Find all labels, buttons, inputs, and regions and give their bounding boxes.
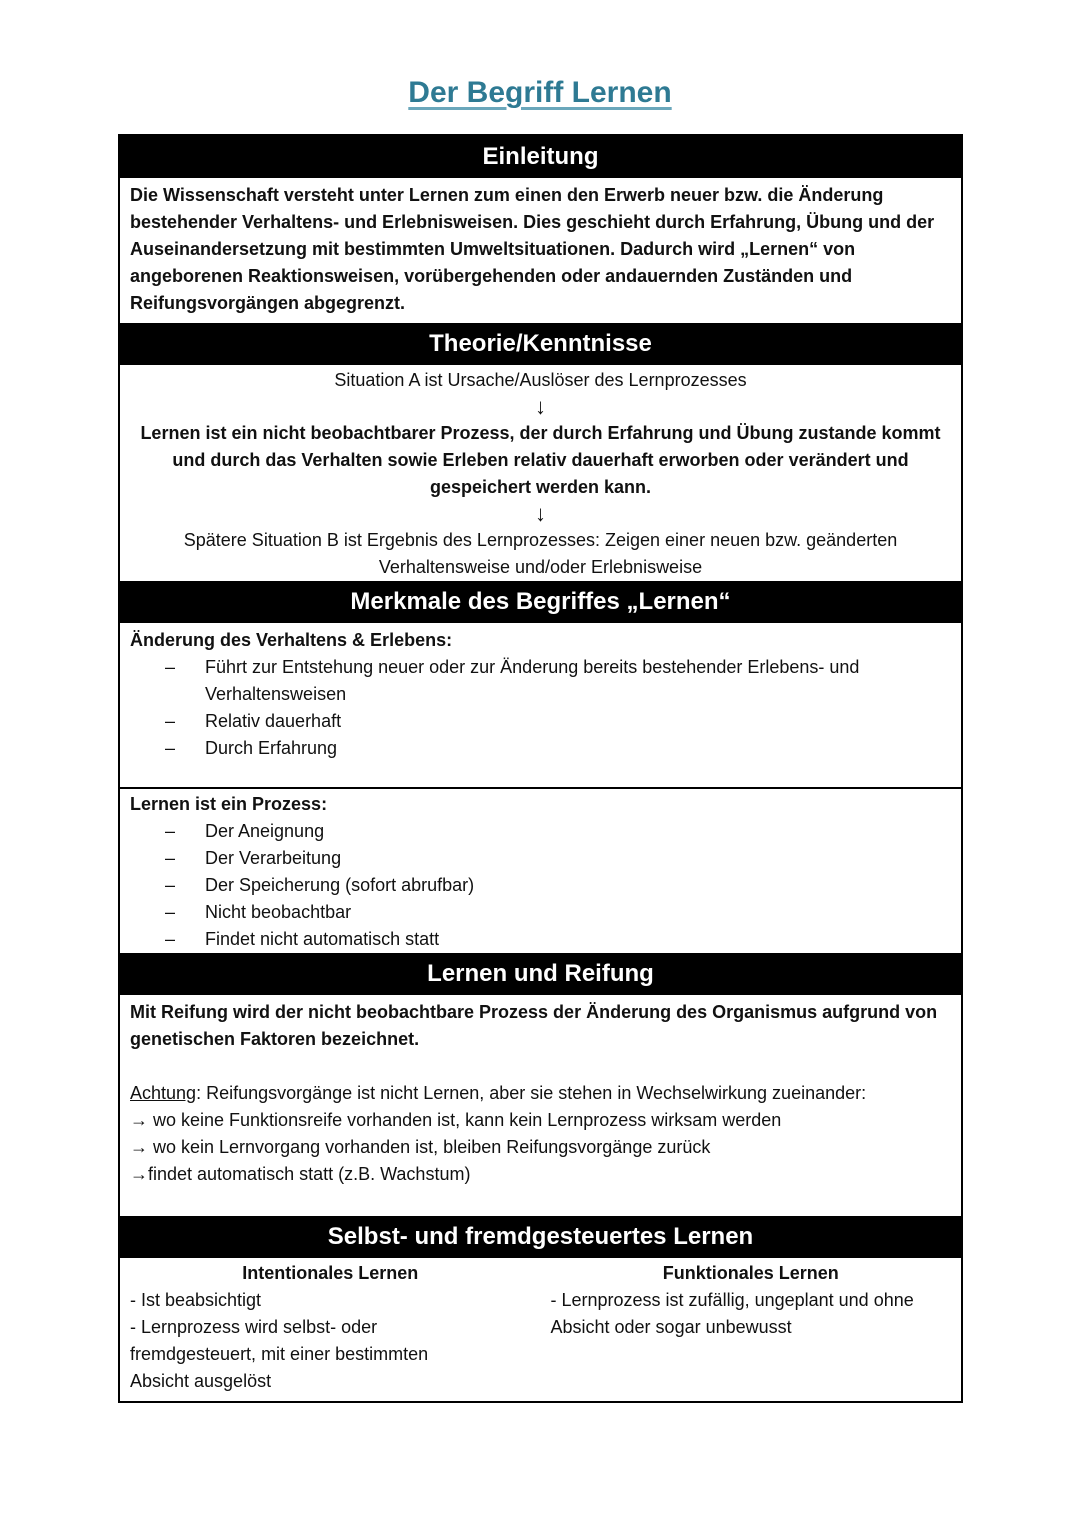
einleitung-text: Die Wissenschaft versteht unter Lernen zum einen den Erwerb neuer bzw. die Änderung bestehender Verhaltens- und Erlebnisweisen. Dies geschieht durch Erfahrung, Übung und der Auseinandersetzung mit bestimmten Umweltsituationen. Dadurch wird „Lernen“ von angeborenen Reaktionsweisen, vorübergehenden oder andauernden Zuständen und Reifungsvorgängen abgegrenzt. [130, 185, 935, 313]
arrow-point: → wo keine Funktionsreife vorhanden ist, kann kein Lernprozess wirksam werden [130, 1110, 782, 1130]
content-table [118, 134, 963, 1403]
list-item: – Findet nicht automatisch statt [165, 926, 951, 953]
column-title: Intentionales Lernen [242, 1263, 419, 1283]
achtung-text: : Reifungsvorgänge ist nicht Lernen, aber sie stehen in Wechselwirkung zueinander: [196, 1083, 867, 1103]
reifung-cell [120, 995, 961, 1216]
list-item: – Der Verarbeitung [165, 845, 951, 872]
merkmale-group-1 [120, 623, 961, 787]
column-item: - Lernprozess ist zufällig, ungeplant und ohne Absicht oder sogar unbewusst [550, 1290, 914, 1337]
section-header-merkmale: Merkmale des Begriffes „Lernen“ [120, 581, 961, 623]
section-header-steuerung: Selbst- und fremdgesteuertes Lernen [120, 1216, 961, 1258]
group-title: Änderung des Verhaltens & Erlebens: [130, 630, 453, 650]
down-arrow-icon: ↓ [535, 394, 546, 419]
dash-list [130, 818, 951, 953]
two-column-cell [120, 1258, 961, 1401]
list-item: – Der Speicherung (sofort abrufbar) [165, 872, 951, 899]
down-arrow-icon: ↓ [535, 501, 546, 526]
achtung-line [130, 1080, 951, 1107]
right-column [541, 1258, 962, 1401]
column-item: - Lernprozess wird selbst- oder fremdgesteuert, mit einer bestimmten Absicht ausgelöst [130, 1317, 429, 1391]
list-item: – Führt zur Entstehung neuer oder zur Änderung bereits bestehender Erlebens- und Verhaltensweisen [165, 654, 951, 708]
theorie-cell [120, 365, 961, 581]
situation-a-text: Situation A ist Ursache/Auslöser des Lernprozesses [334, 370, 747, 390]
column-item: - Ist beabsichtigt [130, 1290, 262, 1310]
situation-b-text: Spätere Situation B ist Ergebnis des Lernprozesses: Zeigen einer neuen bzw. geänderten Verhaltensweise und/oder Erlebnisweise [183, 530, 898, 577]
list-item: – Nicht beobachtbar [165, 899, 951, 926]
arrow-point: → wo kein Lernvorgang vorhanden ist, bleiben Reifungsvorgänge zurück [130, 1137, 711, 1157]
list-item: – Durch Erfahrung [165, 735, 951, 762]
section-header-theorie: Theorie/Kenntnisse [120, 323, 961, 365]
list-item: – Der Aneignung [165, 818, 951, 845]
left-column [120, 1258, 541, 1401]
page-title: Der Begriff Lernen [408, 76, 672, 109]
list-item: – Relativ dauerhaft [165, 708, 951, 735]
achtung-label: Achtung [130, 1083, 197, 1103]
arrow-point: →findet automatisch statt (z.B. Wachstum) [130, 1164, 471, 1184]
merkmale-group-2 [120, 787, 961, 953]
dash-list [130, 654, 951, 762]
section-header-reifung: Lernen und Reifung [120, 953, 961, 995]
group-title: Lernen ist ein Prozess: [130, 794, 328, 814]
section-header-einleitung: Einleitung [120, 136, 961, 178]
column-title: Funktionales Lernen [662, 1263, 839, 1283]
reifung-definition: Mit Reifung wird der nicht beobachtbare Prozess der Änderung des Organismus aufgrund von genetischen Faktoren bezeichnet. [130, 1002, 938, 1049]
lernen-definition: Lernen ist ein nicht beobachtbarer Prozess, der durch Erfahrung und Übung zustande kommt und durch das Verhalten sowie Erleben relativ dauerhaft erworben oder verändert und gespeichert werden kann. [140, 423, 941, 497]
